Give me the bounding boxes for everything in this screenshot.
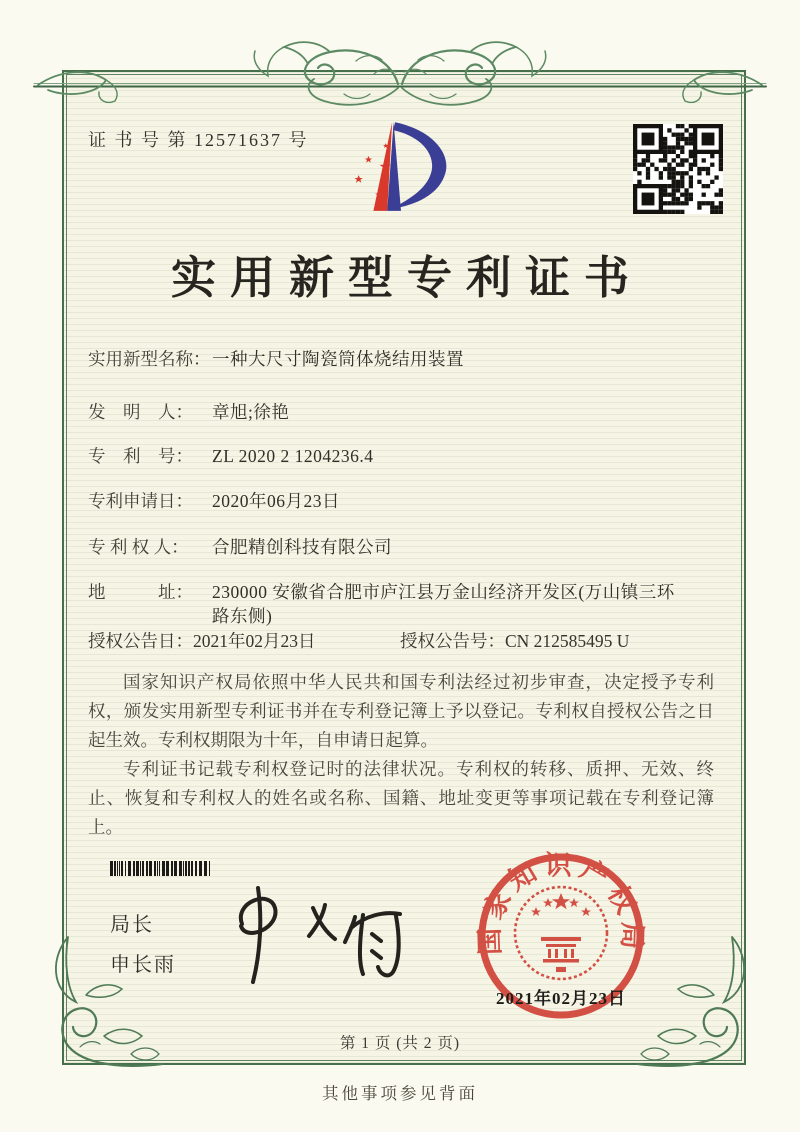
page-number: 第 1 页 (共 2 页) [339,1035,461,1052]
certificate-number: 证 书 号 第 12571637 号 [88,130,309,150]
field-label: 发 明 人： [88,402,193,422]
back-side-note: 其他事项参见背面 [322,1084,478,1103]
field-label: 专 利 号： [88,446,193,466]
field-label: 地 址： [88,582,193,602]
grant-number-value: CN 212585495 U [505,631,630,651]
legal-text [88,668,714,842]
field-inventors [88,400,728,424]
seal-date: 2021年02月23日 [496,989,626,1008]
commissioner-name: 申长雨 [110,954,176,976]
grant-date-value: 2021年02月23日 [193,631,316,651]
field-patent-number [88,444,728,468]
qr-code [633,124,723,214]
field-value: ZL 2020 2 1204236.4 [212,446,374,466]
field-invention-name [88,347,728,371]
grant-date-label: 授权公告日： [88,631,193,651]
handwritten-signature [212,878,427,993]
field-label: 实用新型名称： [88,349,211,369]
national-emblem-icon [515,887,607,979]
field-value: 2020年06月23日 [212,491,340,511]
field-value: 合肥精创科技有限公司 [212,537,392,557]
certificate-title: 实用新型专利证书 [170,253,643,303]
commissioner-title: 局长 [110,914,154,936]
field-label: 专利申请日： [88,491,193,511]
barcode [110,861,310,876]
field-address [88,580,728,628]
field-filing-date [88,489,728,513]
cnipa-logo-icon [336,110,464,224]
seal-ring-text: 国家知识产权局 [474,850,648,956]
field-patentee [88,535,728,559]
legal-paragraph-2: 专利证书记载专利权登记时的法律状况。专利权的转移、质押、无效、终止、恢复和专利权人的姓名或名称、国籍、地址变更等事项记载在专利登记簿上。 [88,759,714,837]
legal-paragraph-1: 国家知识产权局依照中华人民共和国专利法经过初步审查，决定授予专利权，颁发实用新型专利证书并在专利登记簿上予以登记。专利权自授权公告之日起生效。专利权期限为十年，自申请日起算。 [88,672,714,750]
field-value: 230000 安徽省合肥市庐江县万金山经济开发区(万山镇三环路东侧) [212,582,675,626]
field-grant-info [88,629,728,653]
field-value: 章旭;徐艳 [212,402,290,422]
field-label: 专 利 权 人： [88,537,189,557]
grant-number-label: 授权公告号： [400,631,505,651]
field-value: 一种大尺寸陶瓷筒体烧结用装置 [212,349,464,369]
